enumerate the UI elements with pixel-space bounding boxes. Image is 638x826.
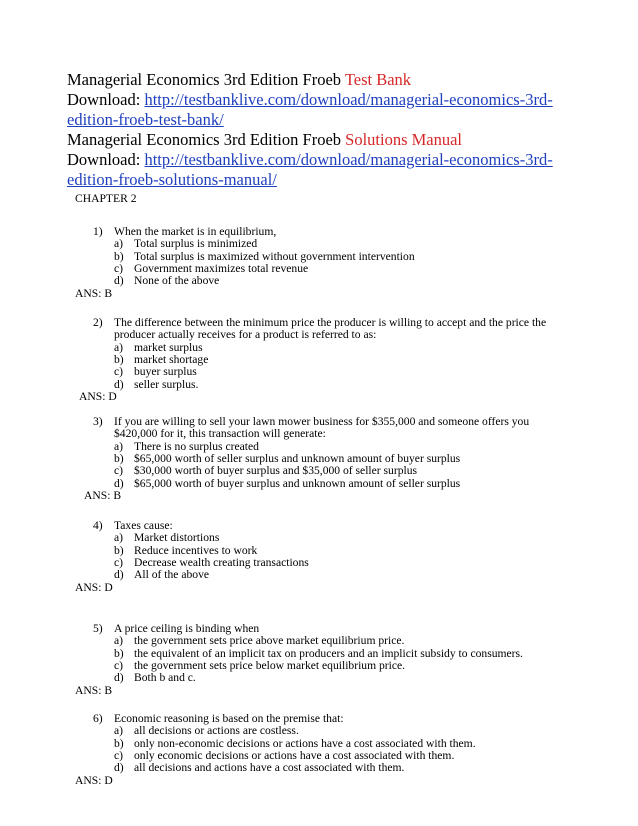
option-text: buyer surplus — [134, 365, 197, 379]
option-letter: a) — [114, 634, 124, 648]
answer-key: ANS: D — [79, 390, 117, 404]
title-text: Managerial Economics 3rd Edition Froeb — [67, 70, 345, 89]
option-letter: b) — [114, 736, 124, 750]
solutions-manual-label: Solutions Manual — [345, 130, 463, 149]
option-letter: d) — [114, 671, 124, 685]
title-text: Managerial Economics 3rd Edition Froeb — [67, 130, 346, 149]
option-letter: b) — [114, 543, 124, 557]
option-text: the government sets price above market equilibrium price. — [134, 634, 405, 648]
option-text: Both b and c. — [134, 671, 196, 685]
question-number: 3) — [93, 415, 103, 428]
option-letter: c) — [114, 659, 124, 673]
answer-key: ANS: B — [75, 683, 113, 697]
option-letter: b) — [114, 646, 124, 660]
option-text: Total surplus is maximized without government intervention — [134, 249, 415, 263]
option-text: There is no surplus created — [134, 439, 259, 453]
option-text: Government maximizes total revenue — [134, 262, 309, 276]
option-letter: a) — [114, 531, 124, 545]
chapter-heading: CHAPTER 2 — [75, 192, 137, 205]
header-line-link-2-cont — [67, 170, 567, 190]
header-line-download-2 — [67, 150, 567, 170]
question-text: A price ceiling is binding when — [114, 622, 260, 635]
option-letter: a) — [114, 724, 124, 738]
answer-key: ANS: B — [84, 489, 122, 503]
option-letter: d) — [114, 568, 124, 582]
question-text: The difference between the minimum price the producer is willing to accept and the price the — [114, 316, 547, 329]
download-label: Download: — [67, 150, 145, 169]
option-letter: a) — [114, 439, 124, 453]
option-text: Total surplus is minimized — [134, 237, 258, 251]
header-line-test-bank — [67, 70, 567, 90]
option-letter: d) — [114, 476, 124, 490]
option-text: $65,000 worth of seller surplus and unknown amount of buyer surplus — [134, 452, 461, 466]
solutions-manual-link[interactable]: http://testbanklive.com/download/managerial-economics-3rd- — [144, 150, 553, 169]
option-letter: d) — [114, 377, 124, 391]
header-line-solutions — [67, 130, 567, 150]
option-letter: c) — [114, 365, 124, 379]
option-text: All of the above — [134, 568, 210, 582]
question-number: 5) — [93, 622, 103, 635]
option-letter: b) — [114, 452, 124, 466]
question-number: 2) — [93, 316, 103, 329]
option-text: seller surplus. — [134, 377, 199, 391]
question-text: If you are willing to sell your lawn mower business for $355,000 and someone offers you — [114, 415, 530, 428]
option-letter: d) — [114, 761, 124, 775]
option-letter: a) — [114, 340, 124, 354]
document-header — [67, 70, 567, 190]
option-text: market shortage — [134, 353, 209, 367]
answer-key: ANS: B — [75, 286, 113, 300]
option-text: $30,000 worth of buyer surplus and $35,000 of seller surplus — [134, 464, 418, 478]
solutions-manual-link-continued[interactable]: edition-froeb-solutions-manual/ — [67, 170, 277, 189]
option-text: all decisions or actions are costless. — [134, 724, 299, 738]
question-number: 6) — [93, 712, 103, 725]
option-text: all decisions and actions have a cost associated with them. — [134, 761, 405, 775]
question-text: Taxes cause: — [114, 519, 173, 532]
question-number: 4) — [93, 519, 103, 532]
option-text: None of the above — [134, 274, 220, 288]
question-number: 1) — [93, 225, 103, 238]
download-label: Download: — [67, 90, 145, 109]
option-text: the government sets price below market equilibrium price. — [134, 659, 406, 673]
option-letter: b) — [114, 353, 124, 367]
option-text: only economic decisions or actions have a cost associated with them. — [134, 749, 455, 763]
header-line-download-1 — [67, 90, 567, 110]
option-letter: b) — [114, 249, 124, 263]
question-text: $420,000 for it, this transaction will generate: — [114, 427, 326, 441]
option-text: $65,000 worth of buyer surplus and unknown amount of seller surplus — [134, 476, 461, 490]
question-text: When the market is in equilibrium, — [114, 225, 277, 238]
option-letter: c) — [114, 262, 124, 276]
question-text: Economic reasoning is based on the premise that: — [114, 712, 344, 725]
question-text: producer actually receives for a product is referred to as: — [114, 328, 377, 342]
option-letter: c) — [114, 749, 124, 763]
option-letter: c) — [114, 556, 124, 570]
option-letter: c) — [114, 464, 124, 478]
test-bank-label: Test Bank — [344, 70, 412, 89]
option-letter: a) — [114, 237, 124, 251]
option-letter: d) — [114, 274, 124, 288]
option-text: only non-economic decisions or actions have a cost associated with them. — [134, 736, 476, 750]
option-text: Reduce incentives to work — [134, 543, 258, 557]
answer-key: ANS: D — [75, 773, 113, 787]
test-bank-link[interactable]: http://testbanklive.com/download/managerial-economics-3rd- — [144, 90, 553, 109]
option-text: Decrease wealth creating transactions — [134, 556, 309, 570]
test-bank-link-continued[interactable]: edition-froeb-test-bank/ — [67, 110, 224, 129]
option-text: Market distortions — [134, 531, 220, 545]
answer-key: ANS: D — [75, 580, 113, 594]
option-text: market surplus — [134, 340, 203, 354]
header-line-link-1-cont — [67, 110, 567, 130]
option-text: the equivalent of an implicit tax on producers and an implicit subsidy to consumers. — [134, 646, 523, 660]
